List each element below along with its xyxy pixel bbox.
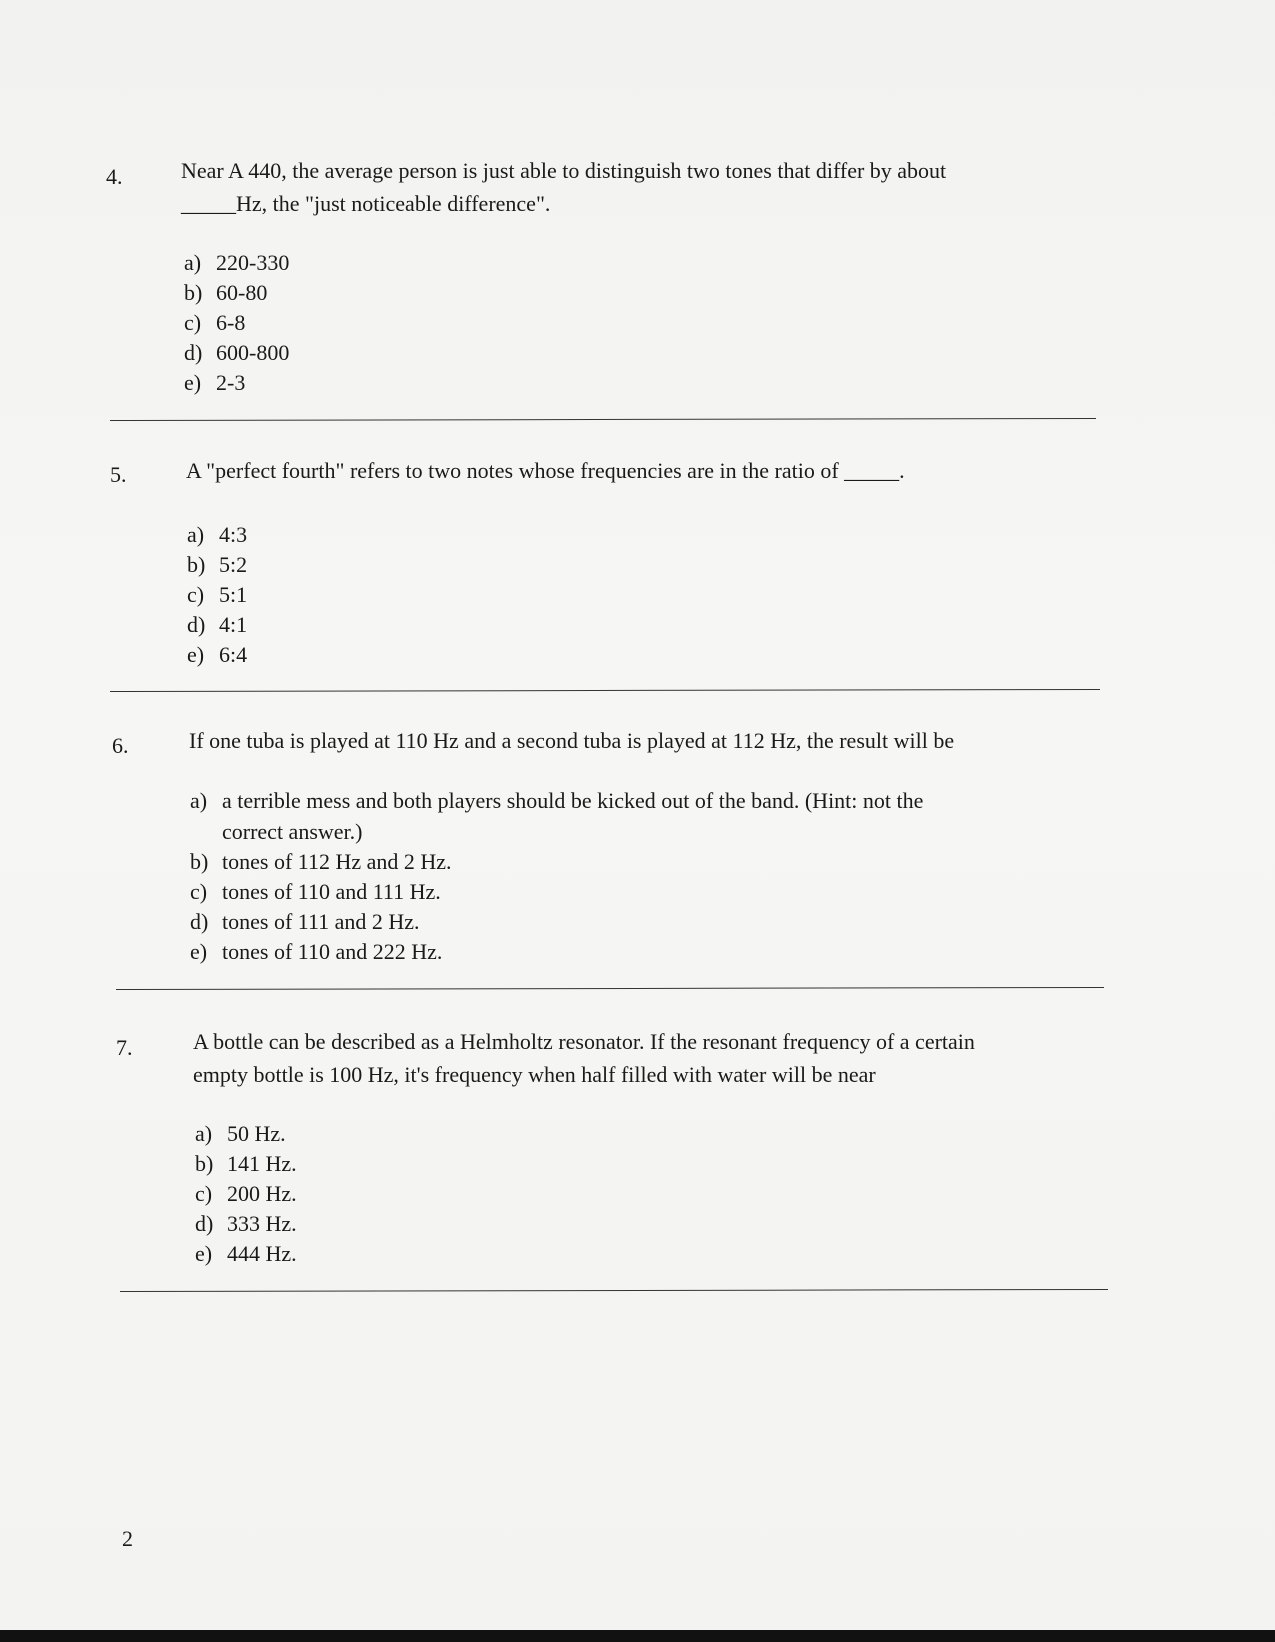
answer-option-e (195, 1239, 297, 1269)
option-text: tones of 110 and 222 Hz. (222, 939, 443, 964)
question-stem-line: _____Hz, the "just noticeable difference". (181, 191, 551, 216)
question-number: 7. (116, 1035, 133, 1060)
section-divider (116, 987, 1104, 990)
option-letter: d) (184, 340, 203, 365)
option-letter: d) (187, 612, 206, 637)
option-text: 141 Hz. (227, 1151, 297, 1176)
question-number: 4. (106, 164, 123, 189)
question-stem-line: A bottle can be described as a Helmholtz resonator. If the resonant frequency of a certain (193, 1029, 975, 1054)
question-number: 6. (112, 733, 129, 758)
section-divider (120, 1289, 1108, 1292)
answer-option-b (190, 847, 1050, 877)
option-text: 6-8 (216, 310, 246, 335)
answer-options (187, 520, 247, 670)
option-letter: d) (190, 909, 209, 934)
question-stem-line: If one tuba is played at 110 Hz and a second tuba is played at 112 Hz, the result will be (189, 728, 955, 753)
answer-options (195, 1119, 297, 1269)
section-divider (110, 689, 1100, 692)
answer-option-c (187, 580, 247, 610)
answer-option-b (184, 278, 289, 308)
option-text: 5:2 (219, 552, 248, 577)
option-text: 2-3 (216, 370, 246, 395)
answer-options (184, 248, 289, 398)
question-stem (193, 1025, 1193, 1091)
question-stem-line: A "perfect fourth" refers to two notes whose frequencies are in the ratio of _____. (186, 458, 905, 483)
option-letter: b) (184, 280, 203, 305)
scan-edge (0, 1630, 1275, 1642)
option-letter: c) (190, 879, 208, 904)
option-text: 4:1 (219, 612, 248, 637)
section-divider (110, 418, 1096, 421)
answer-option-d (190, 907, 1050, 937)
answer-option-b (195, 1149, 297, 1179)
answer-option-c (184, 308, 289, 338)
option-letter: c) (195, 1181, 213, 1206)
option-text: 4:3 (219, 522, 248, 547)
question-stem-line: Near A 440, the average person is just able to distinguish two tones that differ by about (181, 158, 947, 183)
answer-option-d (184, 338, 289, 368)
answer-option-c (190, 877, 1050, 907)
option-text: 444 Hz. (227, 1241, 297, 1266)
option-letter: b) (190, 849, 209, 874)
option-letter: b) (195, 1151, 214, 1176)
question-stem (181, 154, 1081, 220)
option-letter: a) (195, 1121, 213, 1146)
option-letter: e) (187, 642, 205, 667)
option-letter: e) (195, 1241, 213, 1266)
option-letter: d) (195, 1211, 214, 1236)
answer-option-a (195, 1119, 297, 1149)
answer-option-e (190, 937, 1050, 967)
answer-option-d (187, 610, 247, 640)
option-text: 200 Hz. (227, 1181, 297, 1206)
answer-option-e (187, 640, 247, 670)
option-text: 220-330 (216, 250, 290, 275)
option-text: 50 Hz. (227, 1121, 286, 1146)
answer-option-d (195, 1209, 297, 1239)
question-stem (189, 724, 1189, 757)
option-letter: a) (190, 788, 208, 813)
page-number: 2 (122, 1526, 133, 1551)
question-stem (186, 454, 1186, 487)
answer-option-e (184, 368, 289, 398)
answer-option-a (184, 248, 289, 278)
option-letter: a) (187, 522, 205, 547)
option-text-continued: correct answer.) (222, 819, 363, 844)
answer-option-c (195, 1179, 297, 1209)
option-letter: e) (184, 370, 202, 395)
option-text: 600-800 (216, 340, 290, 365)
option-text: tones of 111 and 2 Hz. (222, 909, 420, 934)
option-text: tones of 110 and 111 Hz. (222, 879, 441, 904)
option-text: 60-80 (216, 280, 268, 305)
option-letter: b) (187, 552, 206, 577)
option-letter: c) (184, 310, 202, 335)
option-letter: a) (184, 250, 202, 275)
option-text: 5:1 (219, 582, 248, 607)
answer-option-a (187, 520, 247, 550)
answer-option-b (187, 550, 247, 580)
question-number: 5. (110, 462, 127, 487)
option-text: 333 Hz. (227, 1211, 297, 1236)
option-letter: e) (190, 939, 208, 964)
option-text: a terrible mess and both players should be kicked out of the band. (Hint: not the (222, 788, 924, 813)
option-letter: c) (187, 582, 205, 607)
option-text: tones of 112 Hz and 2 Hz. (222, 849, 452, 874)
question-stem-line: empty bottle is 100 Hz, it's frequency when half filled with water will be near (193, 1062, 876, 1087)
answer-options (190, 785, 1050, 967)
answer-option-a (190, 785, 1050, 847)
option-text: 6:4 (219, 642, 248, 667)
